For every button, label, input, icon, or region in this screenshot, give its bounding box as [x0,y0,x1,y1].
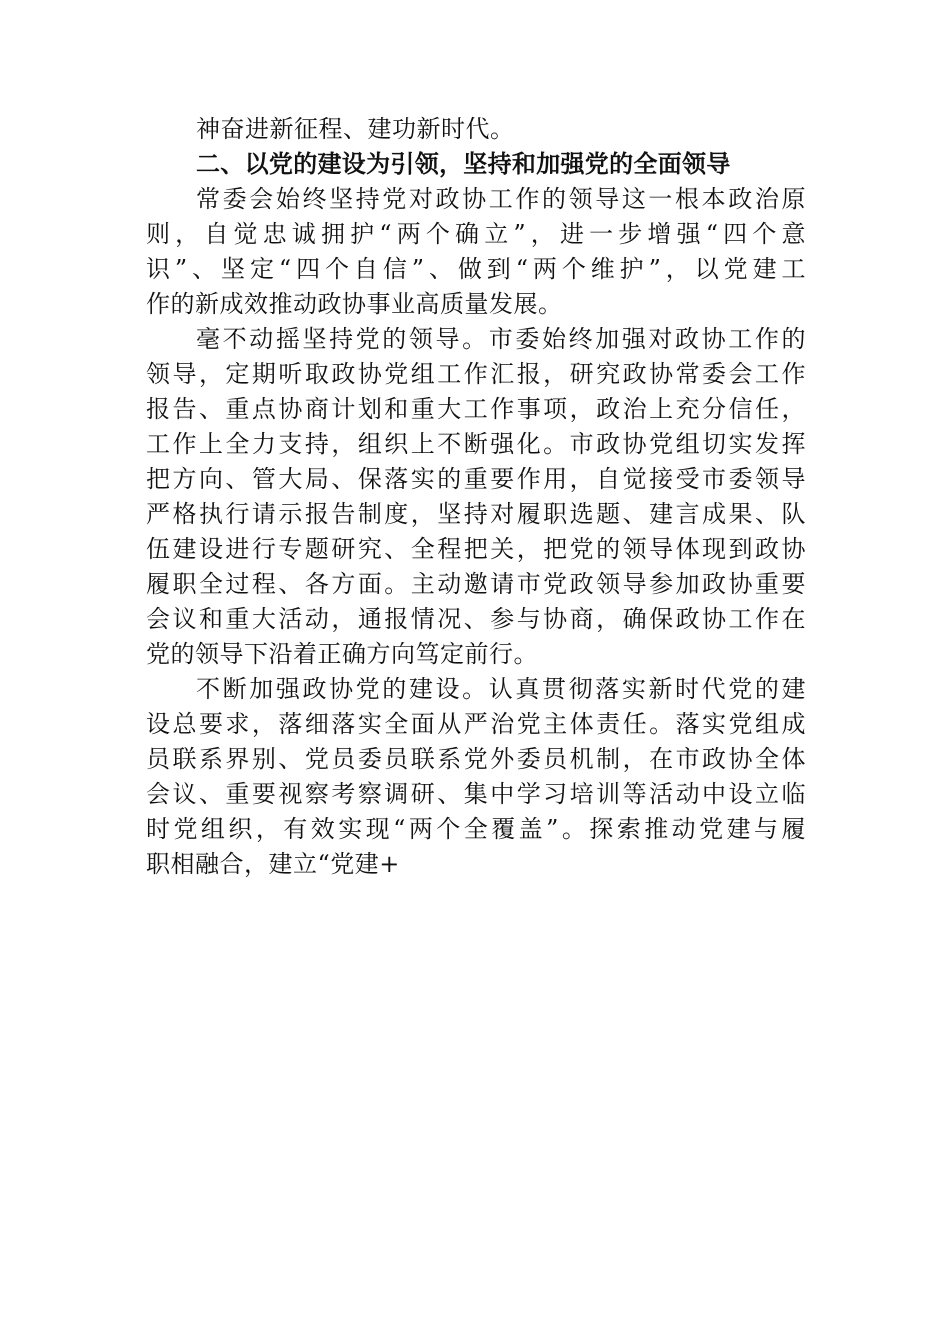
paragraph-line: 严格执行请示报告制度，坚持对履职选题、建言成果、队 [146,500,806,528]
paragraph-line: 会议和重大活动，通报情况、参与协商，确保政协工作在 [146,605,806,633]
paragraph-line: 领导，定期听取政协党组工作汇报，研究政协常委会工作 [146,360,806,388]
paragraph-line: 作的新成效推动政协事业高质量发展。 [146,290,563,318]
paragraph-line: 员联系界别、党员委员联系党外委员机制，在市政协全体 [146,745,806,773]
paragraph-uphold-leadership [146,322,806,672]
paragraph-line: 报告、重点协商计划和重大工作事项，政治上充分信任， [146,395,806,423]
paragraph-line: 设总要求，落细落实全面从严治党主体责任。落实党组成 [146,710,806,738]
paragraph-line: 履职全过程、各方面。主动邀请市党政领导参加政协重要 [146,570,806,598]
paragraph-line: 常委会始终坚持党对政协工作的领导这一根本政治原 [196,185,806,213]
paragraph-line: 不断加强政协党的建设。认真贯彻落实新时代党的建 [196,675,806,703]
paragraph-party-leadership-intro [146,182,806,322]
paragraph-party-building [146,672,806,882]
paragraph-line: 职相融合，建立“党建+ [146,850,400,878]
paragraph-line: 毫不动摇坚持党的领导。市委始终加强对政协工作的 [196,325,806,353]
document-page [146,112,806,882]
continuation-line: 神奋进新征程、建功新时代。 [196,115,515,143]
paragraph-line: 把方向、管大局、保落实的重要作用，自觉接受市委领导 [146,465,806,493]
paragraph-line: 识”、坚定“四个自信”、做到“两个维护”，以党建工 [146,255,806,283]
section-heading: 二、以党的建设为引领，坚持和加强党的全面领导 [196,150,731,178]
paragraph-line: 党的领导下沿着正确方向笃定前行。 [146,640,538,668]
paragraph-line: 时党组织，有效实现“两个全覆盖”。探索推动党建与履 [146,815,806,843]
paragraph-line: 则，自觉忠诚拥护“两个确立”，进一步增强“四个意 [146,220,806,248]
paragraph-line: 伍建设进行专题研究、全程把关，把党的领导体现到政协 [146,535,806,563]
paragraph-line: 会议、重要视察考察调研、集中学习培训等活动中设立临 [146,780,806,808]
paragraph-line: 工作上全力支持，组织上不断强化。市政协党组切实发挥 [146,430,806,458]
